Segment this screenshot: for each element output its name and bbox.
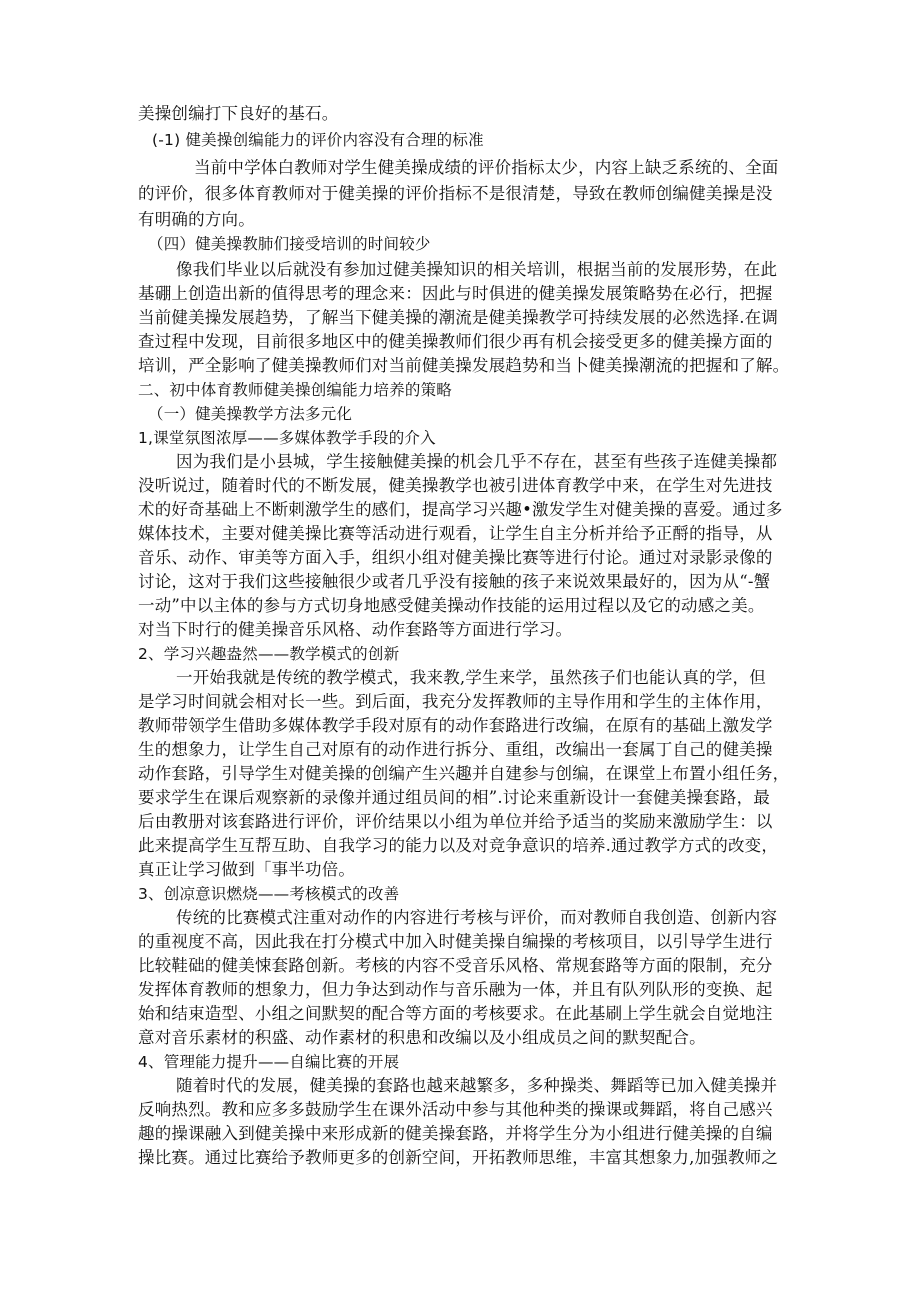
text-line: 的评价，很多体育教师对于健美操的评价指标不是很清楚，导致在教师创编健美操是没 <box>138 184 773 203</box>
text-line: 没听说过，随着时代的不断发展，健美操教学也被引进体育教学中来，在学生对先进技 <box>138 476 773 495</box>
text-line: 传统的比赛模式注重对动作的内容进行考核与评价，而对教师自我创造、创新内容 <box>176 908 778 927</box>
text-line: 意对音乐素材的积盛、动作素材的积患和改编以及小组成员之间的默契配合。 <box>138 1028 706 1047</box>
text-line: 音乐、动作、审美等方面入手，组织小组对健美操比赛等进行付论。通过对录影录像的 <box>138 548 773 567</box>
text-line: 因为我们是小县城，学生接触健美操的机会几乎不存在，甚至有些孩子连健美操都 <box>176 452 778 471</box>
text-line: 一开始我就是传统的教学模式，我来教,学生来学，虽然孩子们也能认真的学，但 <box>176 668 766 687</box>
text-line: 是学习时间就会相对长一些。到后面，我充分发挥教师的主导作用和学生的主体作用， <box>138 692 773 711</box>
section-heading: 1,课堂氛图浓厚——多媒体教学手段的介入 <box>138 429 436 447</box>
section-heading: (-1) 健美操创编能力的评价内容没有合理的标准 <box>152 131 484 149</box>
section-heading: 2、学习兴趣盎然——教学模式的创新 <box>138 645 400 663</box>
text-line: 后由教册对该套路进行评价，评价结果以小组为单位并给予适当的奖励来激励学生：以 <box>138 812 773 831</box>
text-line: 比较鞋础的健美悚套路创新。考核的内容不受音乐风格、常规套路等方面的限制，充分 <box>138 956 773 975</box>
section-heading: 二、初中体育教师健美操创编能力培养的策略 <box>138 381 453 399</box>
text-line: 有明确的方向。 <box>138 210 255 229</box>
text-line: 教师带领学生借助多媒体教学手段对原有的动作套路进行改编，在原有的基础上激发学 <box>138 716 773 735</box>
text-line: 反响热烈。教和应多多鼓励学生在课外活动中参与其他种类的操课或舞蹈，将自己感兴 <box>138 1100 773 1119</box>
text-line: 一动”中以主体的参与方式切身地感受健美操动作技能的运用过程以及它的动感之美。 <box>138 596 765 615</box>
text-line: 媒体技术，主要对健美操比赛等活动进行观看，让学生自主分析并给予正酹的指导，从 <box>138 524 773 543</box>
section-heading: （四）健美操教肺们接受培训的时间较少 <box>148 235 431 253</box>
text-line: 美操创编打下良好的基石。 <box>138 104 339 123</box>
text-line: 始和结束造型、小组之间默契的配合等方面的考核要求。在此基刷上学生就会自觉地注 <box>138 1004 773 1023</box>
text-line: 趣的操课融入到健美操中来形成新的健美操套路，并将学生分为小组进行健美操的自编 <box>138 1124 773 1143</box>
text-line: 讨论，这对于我们这些接触很少或者几乎没有接触的孩子来说效果最好的，因为从“-蟹 <box>138 572 771 591</box>
section-heading: 4、管理能力提升——自编比赛的开展 <box>138 1053 400 1071</box>
text-line: 此来提高学生互帮互助、自我学习的能力以及对竞争意识的培养.通过教学方式的改变， <box>138 836 779 855</box>
text-line: 培训，严全影响了健美操教师们对当前健美操发展趋势和当卜健美操潮流的把握和了解。 <box>138 356 790 375</box>
text-line: 像我们毕业以后就没有参加过健美操知识的相关培训，根据当前的发展形势，在此 <box>176 260 778 279</box>
text-line: 生的想象力，让学生自己对原有的动作进行拆分、重组，改编出一套属丁自己的健美操 <box>138 740 773 759</box>
text-line: 随着时代的发展，健美操的套路也越来越繁多，多种操类、舞蹈等已加入健美操并 <box>176 1076 778 1095</box>
text-line: 操比赛。通过比赛给予教师更多的创新空间，开拓教师思维，丰富其想象力,加强教师之 <box>138 1148 779 1167</box>
text-line: 基硼上创造出新的值得思考的理念来：因此与时俱进的健美操发展策略势在必行，把握 <box>138 284 773 303</box>
text-line: 要求学生在课后观察新的录像并通过组员间的相”.讨论来重新设计一套健美操套路，最 <box>138 788 770 807</box>
text-line: 真正让学习做到「事半功倍。 <box>138 860 356 879</box>
text-line: 动作套路，引导学生对健美操的创编产生兴趣并自建参与创编，在课堂上布置小组任务， <box>138 764 790 783</box>
text-line: 术的好奇基础上不断刺激学生的感们，提高学习兴趣•激发学生对健美操的喜爱。通过多 <box>138 500 783 519</box>
section-heading: （一）健美操教学方法多元化 <box>148 405 353 423</box>
text-line: 当前健美操发展趋势，了解当下健美操的潮流是健美操教学可持续发展的必然选择.在调 <box>138 308 779 327</box>
text-line: 对当下时行的健美操音乐风格、动作套路等方面进行学习。 <box>138 620 573 639</box>
text-line: 发挥体育教师的想象力，但力争达到动作与音乐融为一体，并且有队列队形的变换、起 <box>138 980 773 999</box>
text-line: 当前中学体白教师对学生健美操成绩的评价指标太少，内容上缺乏系统的、全面 <box>194 158 779 177</box>
text-line: 的重视度不高，因此我在打分模式中加入时健美操自编操的考核项目，以引导学生进行 <box>138 932 773 951</box>
text-line: 查过程中发现，目前很多地区中的健美操教师们很少再有机会接受更多的健美操方面的 <box>138 332 773 351</box>
section-heading: 3、创凉意识燃烧——考核模式的改善 <box>138 885 400 903</box>
